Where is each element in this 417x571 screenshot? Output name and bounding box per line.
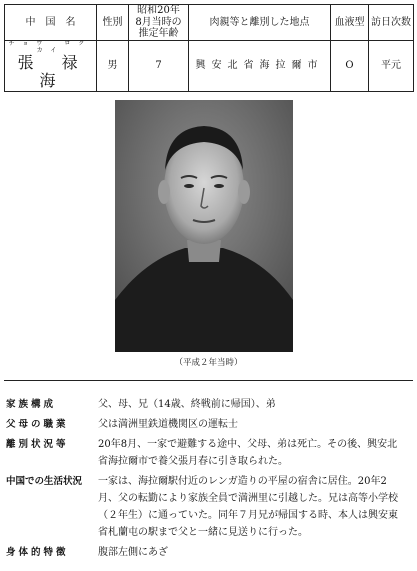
- detail-label: 中国での生活状況: [6, 476, 83, 487]
- portrait-image: [115, 100, 293, 352]
- detail-label: 父母の職業: [6, 419, 69, 430]
- name-cell: [5, 40, 107, 92]
- col-chinese-name: 中 国 名: [5, 5, 97, 41]
- col-place: 肉親等と離別した地点: [189, 5, 331, 41]
- visits-value: 平元: [369, 41, 414, 92]
- col-age-line2: 8月当時の: [135, 16, 182, 28]
- col-age-line1: 昭和20年: [137, 5, 180, 17]
- name-ruby: チョウ ロク カイ: [8, 40, 107, 54]
- detail-label: 家族構成: [6, 399, 57, 410]
- detail-value: 20年8月、一家で避難する途中、父母、弟は死亡。その後、興安北省海拉爾市で養父張月春に引き取られた。: [98, 439, 398, 467]
- detail-physical: [6, 544, 411, 561]
- col-visits: 訪日次数: [369, 5, 414, 41]
- col-age: [129, 5, 189, 41]
- detail-value: 腹部左側にあざ: [98, 547, 168, 558]
- col-age-line3: 推定年齢: [138, 28, 179, 40]
- detail-value: 父は満洲里鉄道機関区の運転士: [98, 419, 238, 430]
- detail-label: 離別状況等: [6, 439, 69, 450]
- blood-value: O: [331, 41, 369, 92]
- detail-family: [6, 396, 411, 413]
- detail-value: 一家は、海拉爾駅付近のレンガ造りの平屋の宿舎に居住。20年2月、父の転勤により家族全員で満洲里に引越した。兄は高等小学校（２年生）に通っていた。同年７月兄が帰国する時、本人は興安東省札蘭屯の駅まで父と一緒に見送りに行った。: [98, 476, 398, 538]
- photo-caption: （平成２年当時）: [174, 358, 243, 368]
- divider: [4, 380, 413, 381]
- col-blood: 血液型: [331, 5, 369, 41]
- col-sex: 性別: [97, 5, 129, 41]
- sex-value: 男: [97, 41, 129, 92]
- age-value: 7: [129, 41, 189, 92]
- detail-label: 身体的特徴: [6, 547, 69, 558]
- detail-list: [6, 396, 411, 564]
- detail-life-in-china: [6, 473, 411, 541]
- record-table: [4, 4, 414, 92]
- detail-parents-job: [6, 416, 411, 433]
- portrait-photo: [115, 100, 293, 352]
- chinese-name: 張 禄 海: [17, 52, 106, 91]
- place-value: 興安北省海拉爾市: [189, 41, 331, 92]
- detail-separation: [6, 436, 411, 470]
- detail-value: 父、母、兄（14歳、終戦前に帰国）、弟: [98, 399, 276, 410]
